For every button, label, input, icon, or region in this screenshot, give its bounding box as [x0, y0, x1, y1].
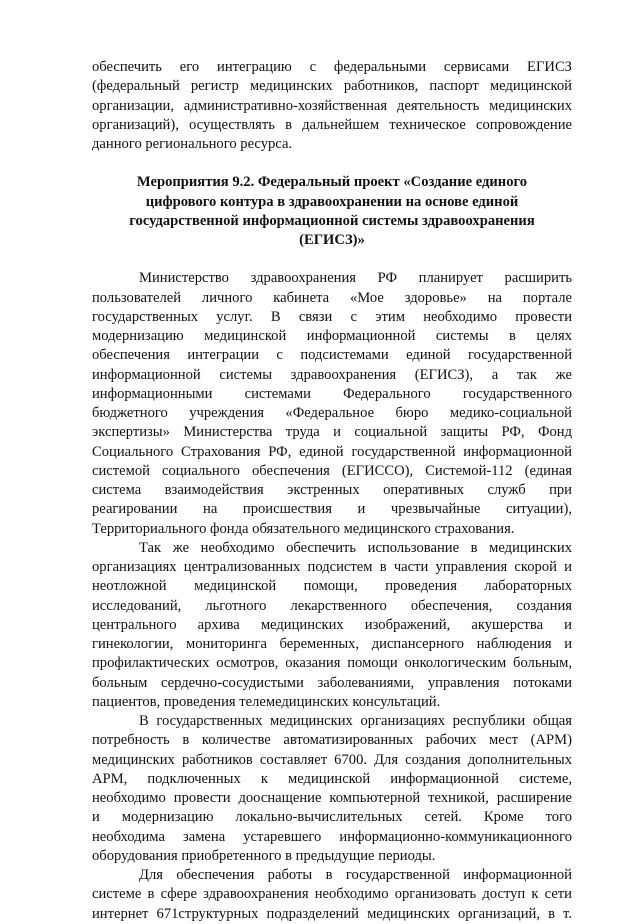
text-line: государственных услуг. В связи с этим необходимо провести	[92, 308, 572, 325]
text-line: информационной системы здравоохранения (ЕГИСЗ), а так же	[92, 366, 572, 383]
text-line: и модернизацию локально-вычислительных сетей. Кроме того	[92, 809, 572, 826]
text-line: профилактических осмотров, оказания помощи онкологическим больным,	[92, 655, 572, 672]
text-line: интернет 671структурных подразделений медицинских организаций, в т.	[92, 905, 572, 922]
text-line: реагировании на происшествия и чрезвычайные ситуации),	[92, 501, 572, 518]
heading-line: Мероприятия 9.2. Федеральный проект «Создание единого	[136, 174, 528, 191]
text-line: Территориального фонда обязательного медицинского страхования.	[92, 520, 515, 537]
heading-line: государственной информационной системы здравоохранения	[129, 212, 535, 229]
paragraph-centralized-subsystems	[92, 539, 572, 712]
text-line: (федеральный регистр медицинских работников, паспорт медицинской	[92, 78, 572, 95]
intro-paragraph	[92, 58, 572, 154]
text-line: обеспечения интеграции с подсистемами единой государственной	[92, 347, 572, 364]
text-line: организаций), осуществлять в дальнейшем техническое сопровождение	[92, 116, 572, 133]
text-line: модернизацию медицинской информационной системы в целях	[92, 328, 572, 344]
text-line: пациентов, проведения телемедицинских консультаций.	[92, 693, 441, 710]
text-line: организациях централизованных подсистем в части управления скорой и	[92, 559, 572, 575]
paragraph-internet-access	[92, 866, 572, 924]
text-line: Социального Страхования РФ, единой государственной информационной	[92, 443, 572, 460]
text-line: данного регионального ресурса.	[92, 136, 293, 152]
text-line: системе в сфере здравоохранения необходимо организовать доступ к сети	[92, 886, 572, 903]
text-line: обеспечить его интеграцию с федеральными сервисами ЕГИСЗ	[92, 59, 572, 75]
text-line: Так же необходимо обеспечить использование в медицинских	[139, 539, 572, 556]
text-line: В государственных медицинских организациях республики общая	[139, 713, 572, 729]
text-line: гинекологии, мониторинга беременных, диспансерного наблюдения и	[92, 636, 572, 652]
text-line: больным сердечно-сосудистыми заболеваниями, управления потоками	[92, 674, 572, 691]
text-line: информационными системами Федерального государственного	[92, 385, 572, 402]
text-line: неотложной медицинской помощи, проведения лабораторных	[92, 578, 572, 595]
heading-line: (ЕГИСЗ)»	[299, 232, 365, 248]
text-line: система взаимодействия экстренных оперативных служб при	[92, 482, 572, 498]
text-line: Министерство здравоохранения РФ планирует расширить	[139, 270, 572, 287]
paragraph-workstations	[92, 712, 572, 866]
text-line: потребность в количестве автоматизированных рабочих мест (АРМ)	[92, 732, 572, 749]
text-line: бюджетного учреждения «Федеральное бюро медико-социальной	[92, 405, 572, 421]
section-heading	[92, 173, 572, 250]
text-line: необходима замена устаревшего информационно-коммуникационного	[92, 828, 572, 845]
text-line: исследований, льготного лекарственного обеспечения, создания	[92, 597, 572, 614]
paragraph-ministry-plan	[92, 269, 572, 539]
text-line: системой социального обеспечения (ЕГИССО), Системой-112 (единая	[92, 462, 572, 479]
text-line: Для обеспечения работы в государственной информационной	[139, 867, 572, 883]
text-line: организации, административно-хозяйственная деятельность медицинских	[92, 97, 572, 114]
text-line: медицинских работников составляет 6700. Для создания дополнительных	[92, 751, 572, 768]
text-line: пользователей личного кабинета «Мое здоровье» на портале	[92, 289, 572, 306]
text-line: необходимо провести дооснащение компьютерной техникой, расширение	[92, 790, 572, 806]
text-line: оборудования приобретенного в предыдущие периоды.	[92, 847, 436, 864]
text-line: экспертизы» Министерства труда и социальной защиты РФ, Фонд	[92, 424, 572, 441]
document-page	[92, 58, 572, 924]
text-line: АРМ, подключенных к медицинской информационной системе,	[92, 770, 572, 787]
heading-line: цифрового контура в здравоохранении на основе единой	[145, 193, 519, 210]
text-line: центрального архива медицинских изображений, акушерства и	[92, 616, 572, 633]
